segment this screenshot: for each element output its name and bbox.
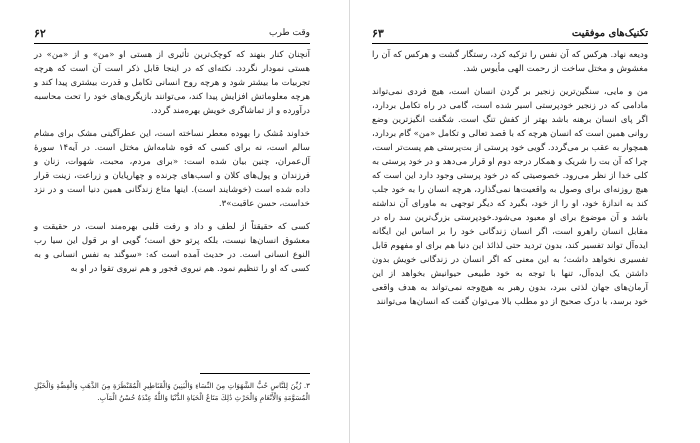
paragraph: آنچنان کنار بنهند که کوچک‌ترین تأثیری از هستی او «من» و از «من» در هستی نمودار نگردد. نکته‌ای که در اینجا قابل ذکر است آن است که هرچه تجربیات ما بیشتر شود و هرچه روح انسانی تکامل و قدرت بیشتری پیدا کند و هرچه معلوماتش افزایش پیدا کند، می‌توانند بازیگری‌های خود را تحت محاسبه درآورده و از تماشاگری خویش بهره‌مند گردد. xyxy=(34,50,310,116)
footnote-divider xyxy=(200,373,310,374)
paragraph: ودیعه نهاد. هرکس که آن نفس را تزکیه کرد، رستگار گشت و هرکس که آن را مغشوش و مختل ساخت از رحمت الهی مأیوس شد. xyxy=(372,50,648,74)
right-page-body xyxy=(372,48,648,318)
paragraph: من و مایی، سنگین‌ترین زنجیر بر گردن انسان است، هیچ فردی نمی‌تواند مادامی که در زنجیر خودپرستی اسیر شده است، گامی در راه تکامل بردارد، اگر پای انسان برهنه باشد بهتر از کفش تنگ است. شگفت انگیزترین وضع روانی همین است که انسان هرچه که با قصد تعالی و تکامل «من» گام بردارد، همچوار به عقب بر می‌گردد. گویی خود پرستی از بت‌پرستی هم پست‌تر است، چرا که آن بت را شریک و همکار درجه دوم او قرار می‌دهد و در خود پرستی به کلی خدا از نظر می‌رود. خصوصیتی که در خود پرستی وجود دارد این است که هیچ روزنه‌ای برای وصول به واقعیت‌ها نمی‌گذارد، هرچه انسان را به خود جلب کند به اندازهٔ خود، او را از خود، بگیرد که دیگر توجهی به ماورای آن نداشته باشد و آن موضوع برای او معبود می‌شود.خودپرستی بزرگ‌ترین سد راه در مقابل انسان راهرو است، اگر انسان زندگانی خود را بر اساس این ایگانه ایده‌آل تواند تفسیر کند، بدون تردید حتی لذائذ این دنیا هم برای او مفهوم قابل تفسیری نخواهد داشت؛ به این معنی که اگر انسان در زندگانی خویش بدون داشتن یک ایده‌آل، تنها با توجه به خود طبیعی حیوانیش بخواهد از این آرمان‌های جهان لذتی ببرد، بدون رهبر به هیچ‌وجه نمی‌تواند به هدف واقعی خود برسد، با درک صحیح از دو مطلب بالا می‌توان گفت که انسان‌ها می‌توانند xyxy=(372,87,648,307)
page-number: ۶۲ xyxy=(34,27,46,40)
right-page xyxy=(350,0,700,443)
running-title: وقت طرب xyxy=(269,28,310,38)
right-page-header xyxy=(372,27,648,44)
paragraph: خداوند مُشک را بهوده معطر نساخته است، این عطرآگینی مشک برای مشام سالم است، نه برای کسی که قوه شامه‌اش مختل است. در آیه۱۴ سورهٔ آل‌عمران، چنین بیان شده است: «برای مردم، محبت، شهوات، زنان و فرزندان و پول‌های کلان و اسب‌های چرنده و چهارپایان و زراعت، زینت قرار داده شده است (خوشایند است). اینها متاع زندگانی همین دنیا است و در نزد خداست، حسن عاقبت»٣. xyxy=(34,129,310,209)
running-title: تکنیک‌های موفقیت xyxy=(571,28,648,39)
left-page-body xyxy=(34,48,310,285)
left-page-header xyxy=(34,27,310,44)
page-number: ۶۳ xyxy=(372,27,384,40)
paragraph: کسی که حقیقتاً از لطف و داد و رفت قلبی بهره‌مند است، در حقیقت و معشوق انسان‌ها نیست، بلکه پرتو حق است؛ گویی او بر قول این سیا رب النوع انسانی است. در حدیث آمده است که: «سوگند به نفس انسانی و به کسی که او را تنظیم نمود. هم نیروی فجور و هم نیروی تقوا در او به xyxy=(34,222,310,274)
footnote: ٣. زُيِّنَ لِلنَّاسِ حُبُّ الشَّهَوَاتِ مِنَ النِّسَاءِ وَالْبَنِينَ وَالْقَنَاطِيرِ الْمُقَنْطَرَةِ مِنَ الذَّهَبِ وَالْفِضَّةِ وَالْخَيْلِ الْمُسَوَّمَةِ وَالْأَنْعَامِ وَالْحَرْثِ ذَٰلِكَ مَتَاعُ الْحَيَاةِ الدُّنْيَا وَاللَّهُ عِنْدَهُ حُسْنُ الْمَآبِ. xyxy=(34,381,310,402)
